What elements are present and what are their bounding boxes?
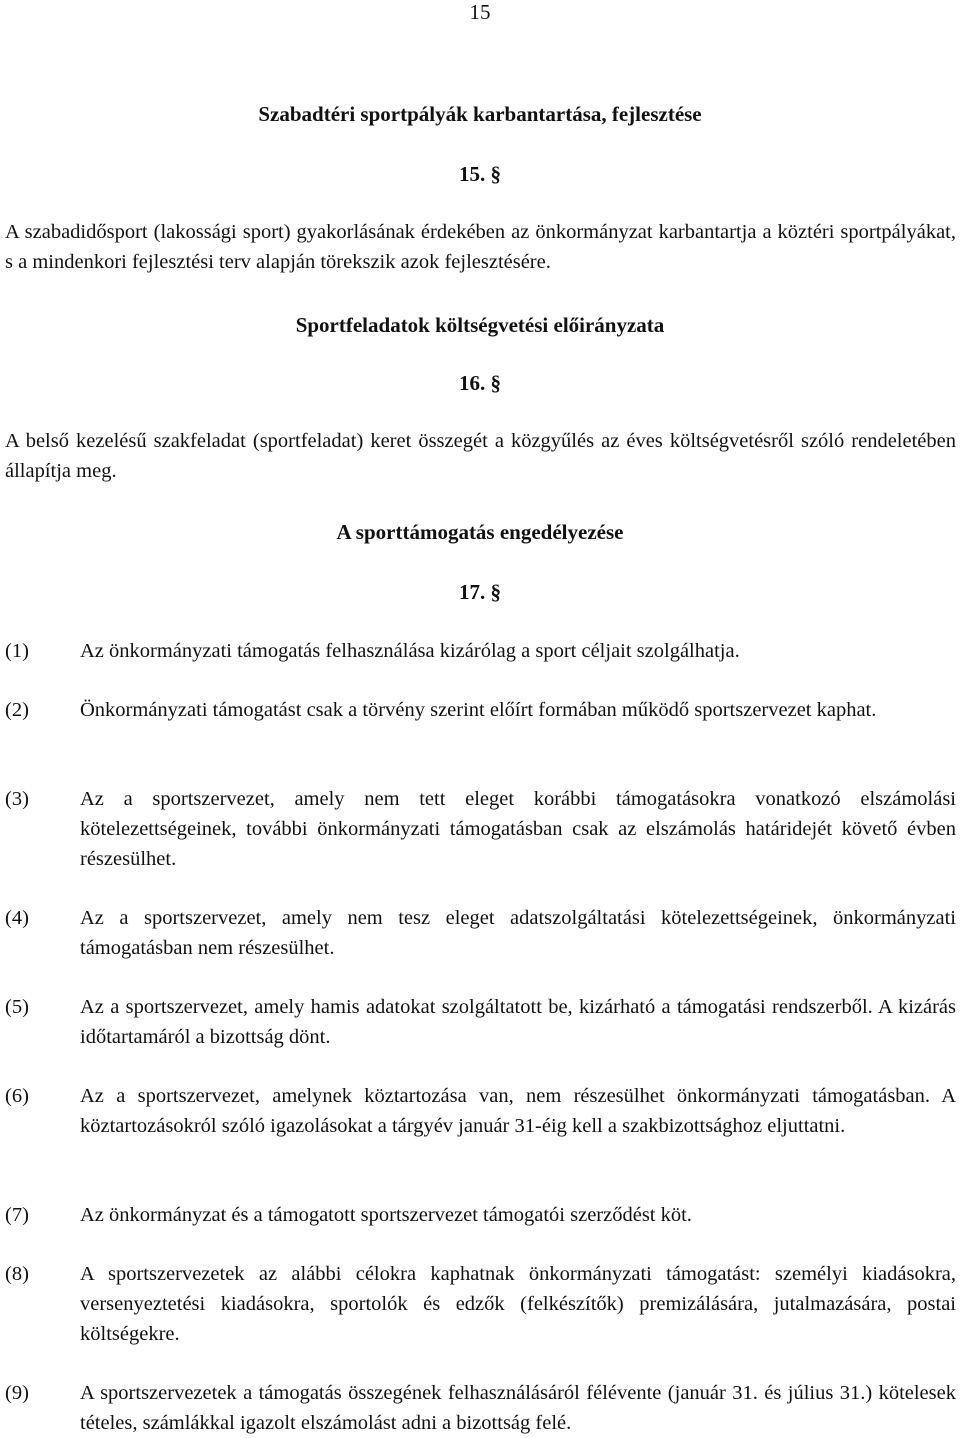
list-item-text: Az a sportszervezet, amely nem tesz eleget adatszolgáltatási kötelezettségeinek, önkormányzati támogatásban nem részesülhet. bbox=[80, 907, 956, 959]
list-item-8 bbox=[5, 1259, 956, 1349]
paragraph-15-text: A szabadidősport (lakossági sport) gyakorlásának érdekében az önkormányzat karbantartja a köztéri sportpályákat, s a mindenkori fejlesztési terv alapján törekszik azok fejlesztésére. bbox=[5, 221, 956, 273]
section-title-sports-support-approval: A sporttámogatás engedélyezése bbox=[336, 520, 624, 544]
list-item-text: Az önkormányzati támogatás felhasználása kizárólag a sport céljait szolgálhatja. bbox=[80, 640, 740, 662]
list-item-9 bbox=[5, 1378, 956, 1438]
paragraph-number-17: 17. § bbox=[459, 580, 501, 604]
list-item-4 bbox=[5, 903, 956, 963]
list-item-5 bbox=[5, 992, 956, 1052]
list-item-text: Az a sportszervezet, amelynek köztartozása van, nem részesülhet önkormányzati támogatásban. A köztartozásokról szóló igazolásokat a tárgyév január 31-éig kell a szakbizottsághoz eljuttatni. bbox=[80, 1085, 956, 1137]
list-item-1 bbox=[5, 636, 956, 666]
list-item-3 bbox=[5, 784, 956, 874]
list-item-7 bbox=[5, 1200, 956, 1230]
list-item-number: (8) bbox=[5, 1263, 29, 1285]
list-item-number: (3) bbox=[5, 788, 29, 810]
paragraph-16-text: A belső kezelésű szakfeladat (sportfeladat) keret összegét a közgyűlés az éves költségvetésről szóló rendeletében állapítja meg. bbox=[5, 430, 956, 482]
list-item-2 bbox=[5, 695, 956, 725]
section-title-sports-budget: Sportfeladatok költségvetési előirányzata bbox=[295, 313, 665, 337]
list-item-number: (7) bbox=[5, 1204, 29, 1226]
list-item-text: Az önkormányzat és a támogatott sportszervezet támogatói szerződést köt. bbox=[80, 1204, 692, 1226]
page-number: 15 bbox=[469, 0, 491, 24]
list-item-number: (6) bbox=[5, 1085, 29, 1107]
list-item-text: A sportszervezetek a támogatás összegének felhasználásáról félévente (január 31. és július 31.) kötelesek tételes, számlákkal igazolt elszámolást adni a bizottság felé. bbox=[80, 1382, 956, 1434]
paragraph-number-16: 16. § bbox=[459, 371, 501, 395]
list-item-text: Az a sportszervezet, amely hamis adatokat szolgáltatott be, kizárható a támogatási rendszerből. A kizárás időtartamáról a bizottság dönt. bbox=[80, 996, 956, 1048]
section-title-outdoor-sports-fields: Szabadtéri sportpályák karbantartása, fejlesztése bbox=[258, 102, 702, 126]
list-item-number: (5) bbox=[5, 996, 29, 1018]
list-item-number: (1) bbox=[5, 640, 29, 662]
list-item-number: (9) bbox=[5, 1382, 29, 1404]
list-item-text: A sportszervezetek az alábbi célokra kaphatnak önkormányzati támogatást: személyi kiadásokra, versenyeztetési kiadásokra, sportolók és edzők (felkészítők) premizálására, jutalmazására, postai költségekre. bbox=[80, 1263, 956, 1345]
paragraph-number-15: 15. § bbox=[459, 162, 501, 186]
list-item-number: (4) bbox=[5, 907, 29, 929]
list-item-text: Önkormányzati támogatást csak a törvény szerint előírt formában működő sportszervezet kaphat. bbox=[80, 699, 877, 721]
list-item-6 bbox=[5, 1081, 956, 1141]
list-item-text: Az a sportszervezet, amely nem tett eleget korábbi támogatásokra vonatkozó elszámolási kötelezettségeinek, további önkormányzati támogatásban csak az elszámolás határidejét követő évben részesülhet. bbox=[80, 788, 956, 870]
list-item-number: (2) bbox=[5, 699, 29, 721]
